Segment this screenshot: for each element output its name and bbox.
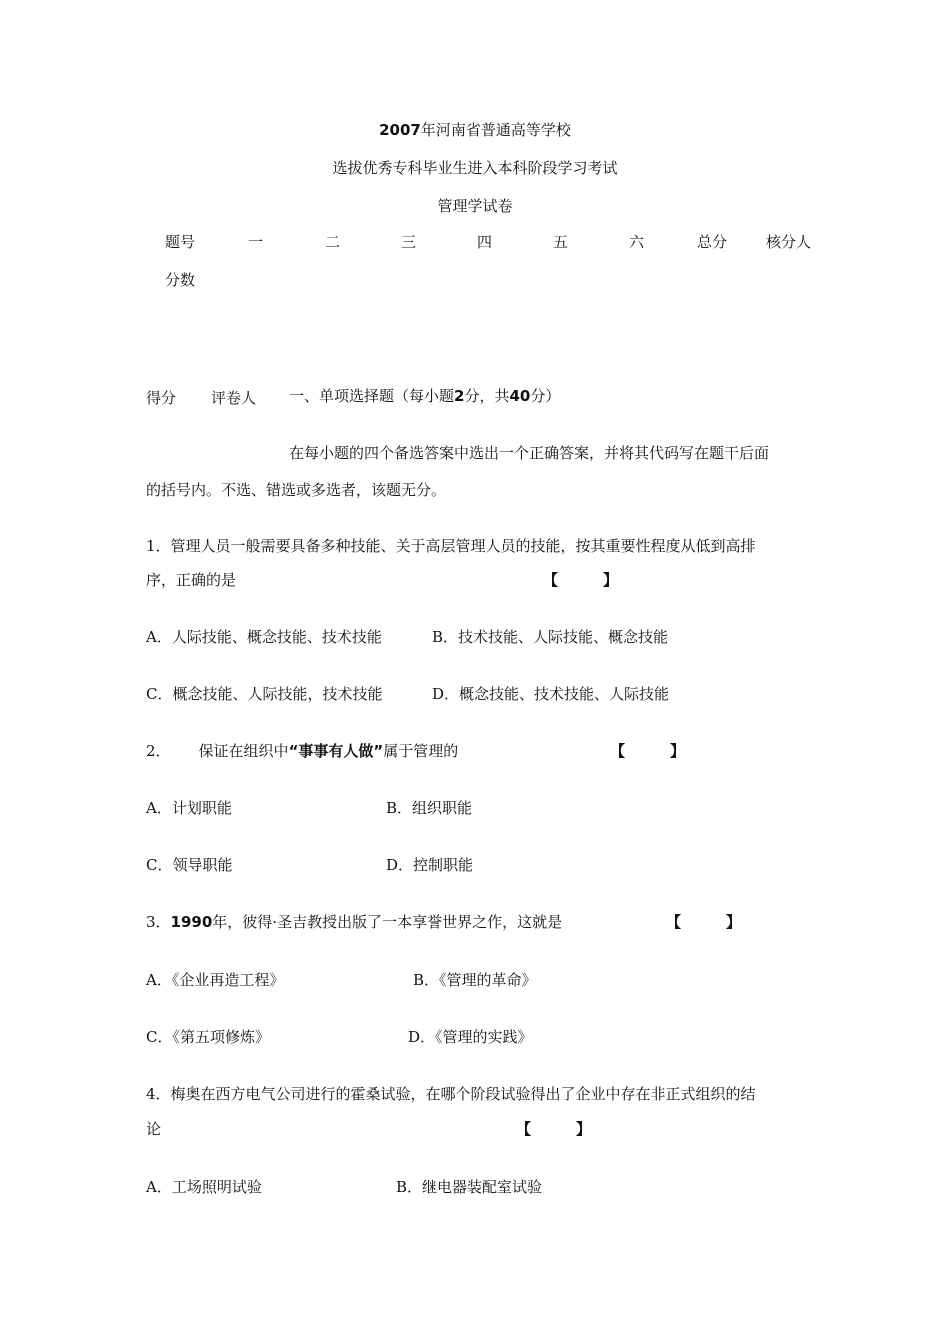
option-a: A．工场照明试验 xyxy=(146,1178,262,1196)
score-table-header-cell: 四 xyxy=(477,233,493,251)
score-table-header-cell: 一 xyxy=(248,233,264,251)
option-b: B．继电器装配室试验 xyxy=(396,1178,543,1196)
paper-title: 管理学试卷 xyxy=(437,197,513,215)
section-title: 一、单项选择题（每小题2分，共40分） xyxy=(289,387,561,405)
option-c: C．《第五项修炼》 xyxy=(146,1028,270,1046)
option-c: C．概念技能、人际技能，技术技能 xyxy=(146,685,383,703)
question-1-stem: 1．管理人员一般需要具备多种技能、关于高层管理人员的技能，按其重要性程度从低到高排 xyxy=(146,537,756,555)
option-b: B．《管理的革命》 xyxy=(413,971,537,989)
score-table-row-label: 分数 xyxy=(165,271,196,289)
option-c: C．领导职能 xyxy=(146,856,233,874)
option-a: A．人际技能、概念技能、技术技能 xyxy=(146,628,382,646)
instruction-line: 的括号内。不选、错选或多选者，该题无分。 xyxy=(146,481,447,499)
answer-bracket-open: 【 xyxy=(666,913,682,931)
exam-year: 2007 xyxy=(379,121,421,139)
score-table-header-cell: 题号 xyxy=(165,233,196,251)
option-b: B．组织职能 xyxy=(386,799,473,817)
score-table-header-cell: 五 xyxy=(553,233,569,251)
option-a: A．《企业再造工程》 xyxy=(146,971,285,989)
answer-bracket-open: 【 xyxy=(516,1120,532,1138)
question-4-stem: 4．梅奥在西方电气公司进行的霍桑试验，在哪个阶段试验得出了企业中存在非正式组织的结 xyxy=(146,1085,756,1103)
grader-label: 评卷人 xyxy=(211,389,257,407)
score-table-header-cell: 六 xyxy=(629,233,645,251)
answer-bracket-close: 】 xyxy=(726,913,742,931)
question-2-stem: 2． 保证在组织中“事事有人做”属于管理的 xyxy=(146,742,459,760)
exam-title-text: 年河南省普通高等学校 xyxy=(420,121,571,139)
exam-title xyxy=(0,120,950,140)
score-table-header-cell: 核分人 xyxy=(766,233,812,251)
answer-bracket-open: 【 xyxy=(610,742,626,760)
answer-bracket-close: 】 xyxy=(670,742,686,760)
question-4-stem-cont: 论 xyxy=(146,1120,162,1138)
answer-bracket-close: 】 xyxy=(576,1120,592,1138)
option-b: B．技术技能、人际技能、概念技能 xyxy=(432,628,669,646)
score-label: 得分 xyxy=(146,389,177,407)
points-total: 40 xyxy=(509,387,531,405)
exam-subtitle: 选拔优秀专科毕业生进入本科阶段学习考试 xyxy=(332,159,618,177)
score-table-header-cell: 二 xyxy=(325,233,341,251)
option-d: D．控制职能 xyxy=(386,856,474,874)
answer-bracket-open: 【 xyxy=(543,571,559,589)
option-d: D．《管理的实践》 xyxy=(408,1028,533,1046)
score-table-header-cell: 三 xyxy=(401,233,417,251)
question-1-stem-cont: 序，正确的是 xyxy=(146,571,237,589)
option-d: D．概念技能、技术技能、人际技能 xyxy=(432,685,670,703)
points-each: 2 xyxy=(454,387,465,405)
question-3-stem: 3．1990年，彼得·圣吉教授出版了一本享誉世界之作，这就是 xyxy=(146,913,563,931)
answer-bracket-close: 】 xyxy=(603,571,619,589)
instruction-line: 在每小题的四个备选答案中选出一个正确答案，并将其代码写在题干后面 xyxy=(289,444,770,462)
score-table-header-cell: 总分 xyxy=(697,233,728,251)
option-a: A．计划职能 xyxy=(146,799,232,817)
